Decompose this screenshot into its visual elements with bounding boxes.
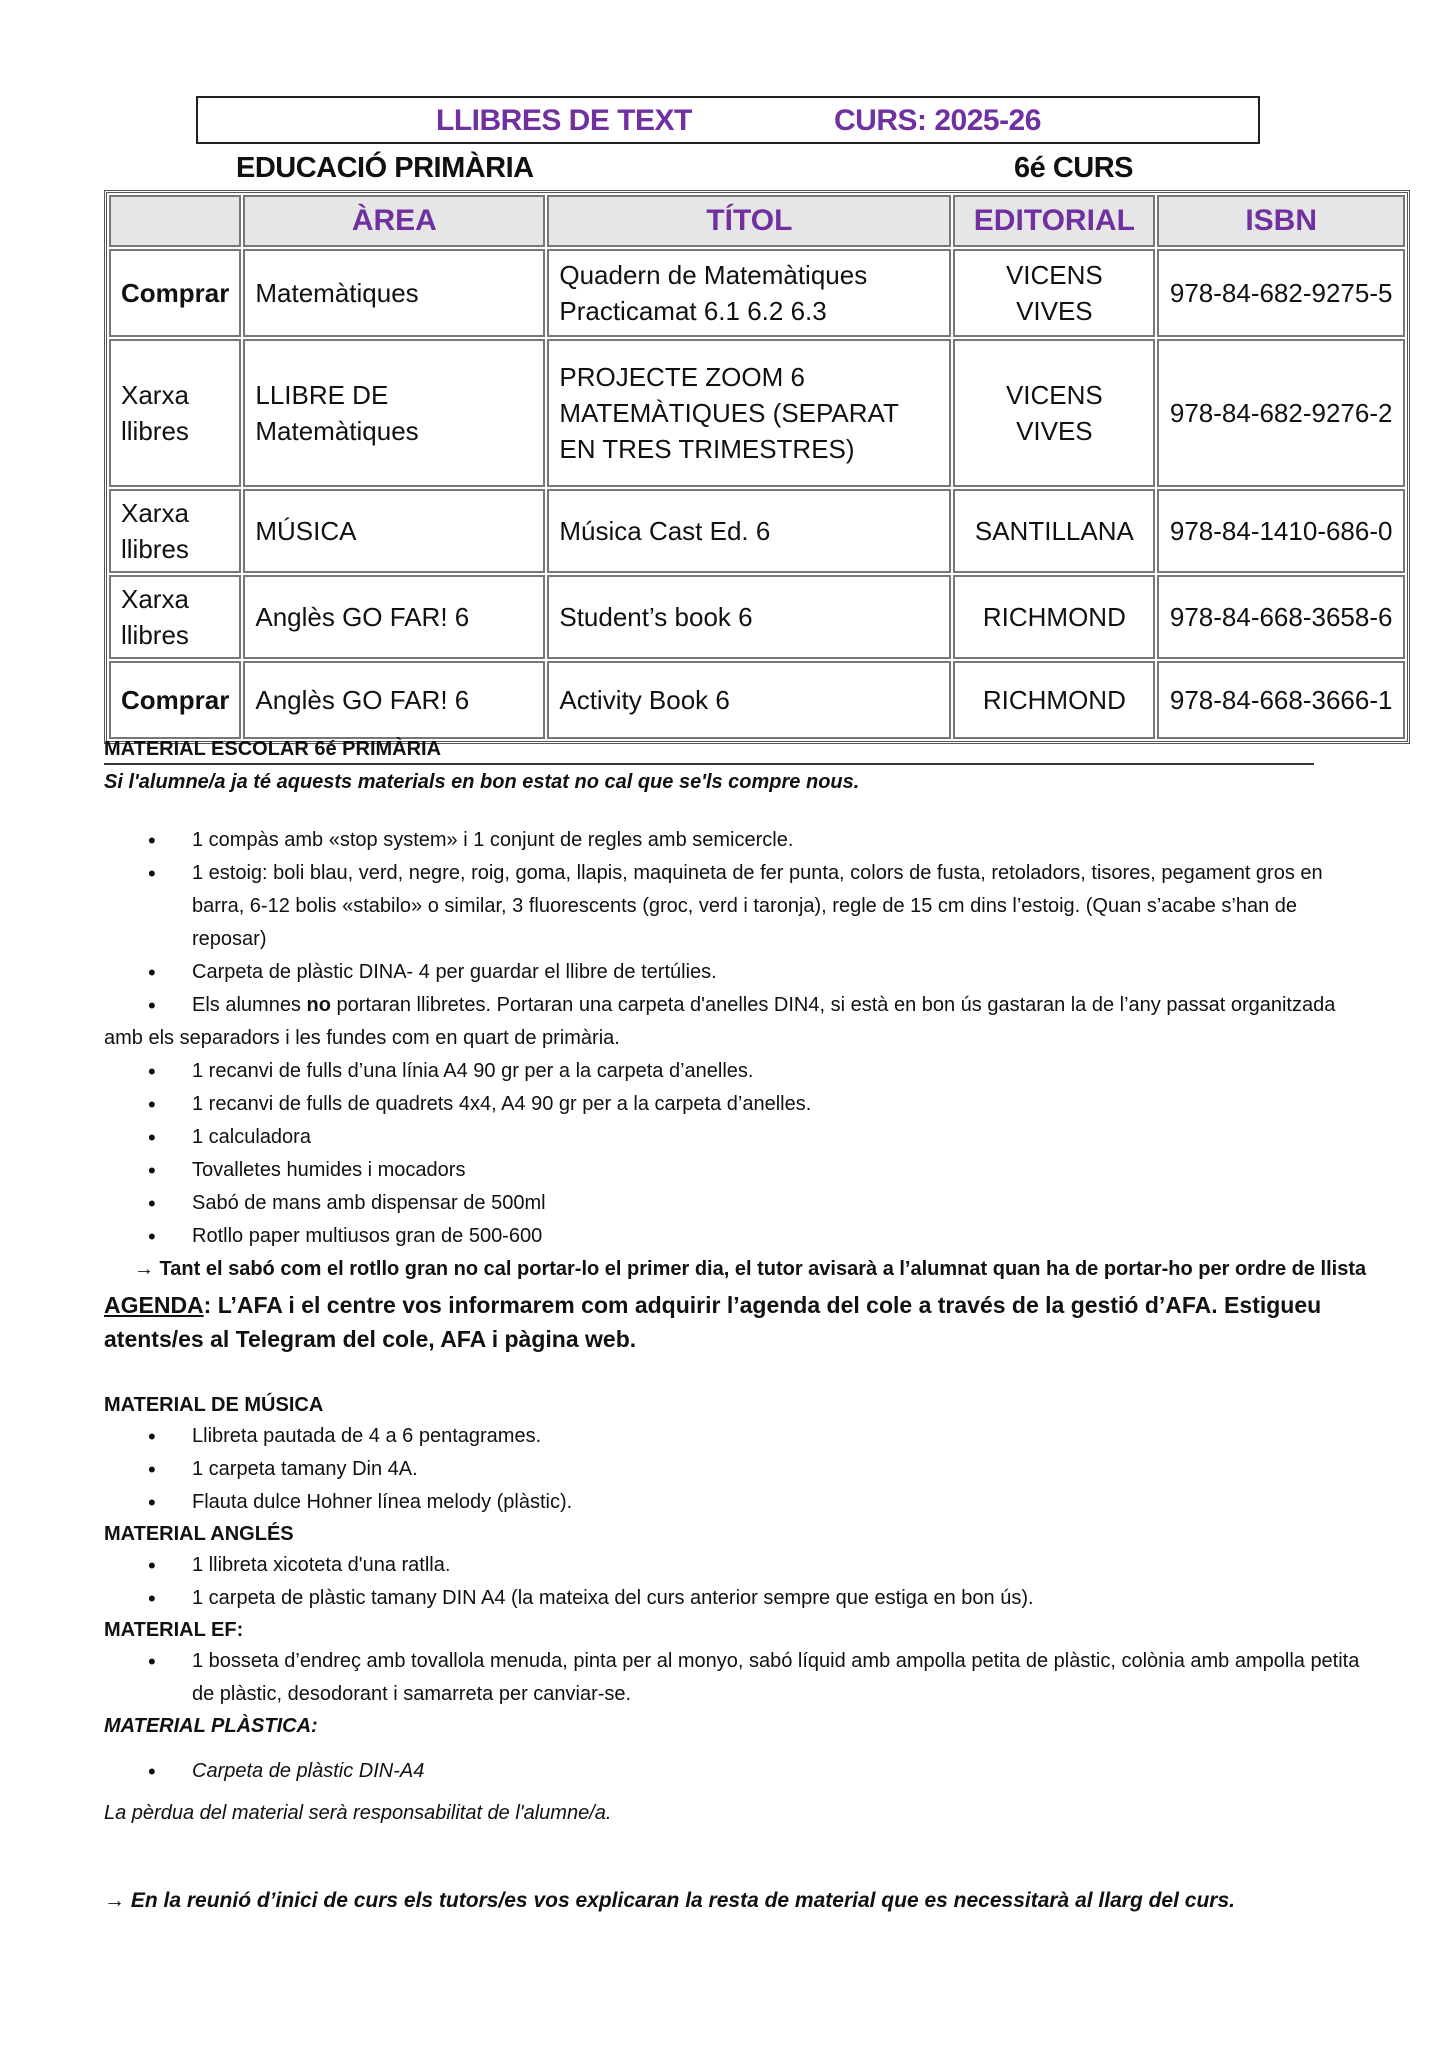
list-item: • 1 bosseta d’endreç amb tovallola menuda, pinta per al monyo, sabó líquid amb ampolla petita de plàstic, colònia amb ampolla petita de plàstic, desodorant i samarreta per canviar-se.	[104, 1645, 1368, 1711]
bullet-icon: •	[148, 1158, 156, 1183]
cell-area: Anglès GO FAR! 6	[243, 661, 545, 739]
cell-status: Xarxa llibres	[109, 575, 241, 659]
cell-area: LLIBRE DE Matemàtiques	[243, 339, 545, 487]
table-row	[109, 339, 1405, 487]
list-item: • Els alumnes no portaran llibretes. Portaran una carpeta d'anelles DIN4, si està en bon ús gastaran la de l’any passat organitzada amb els separadors i les fundes com en quart de primària.	[104, 989, 1368, 1055]
title-box	[196, 96, 1260, 144]
agenda-label: AGENDA	[104, 1292, 204, 1318]
art-heading: MATERIAL PLÀSTICA:	[104, 1715, 318, 1737]
cell-editorial: SANTILLANA	[953, 489, 1155, 573]
education-level: EDUCACIÓ PRIMÀRIA	[236, 152, 534, 184]
bullet-icon: •	[148, 1059, 156, 1084]
list-item: • 1 carpeta tamany Din 4A.	[104, 1453, 1368, 1486]
bullet-icon: •	[148, 1424, 156, 1449]
bullet-icon: •	[148, 960, 156, 985]
cell-title: Student’s book 6	[547, 575, 951, 659]
list-item: • 1 estoig: boli blau, verd, negre, roig, goma, llapis, maquineta de fer punta, colors de fusta, retoladors, tisores, pegament gros en barra, 6-12 bolis «stabilo» o similar, 3 fluorescents (groc, verd i taronja), regle de 15 cm dins l’estoig. (Quan s’acabe s’han de reposar)	[104, 857, 1368, 956]
material-escolar-intro: Si l'alumne/a ja té aquests materials en bon estat no cal que se'ls compre nous.	[104, 771, 860, 793]
cell-area: Anglès GO FAR! 6	[243, 575, 545, 659]
cell-editorial: VICENS VIVES	[953, 339, 1155, 487]
title-textbooks: LLIBRES DE TEXT	[436, 104, 692, 137]
table-row	[109, 575, 1405, 659]
cell-isbn: 978-84-668-3666-1	[1157, 661, 1405, 739]
course-grade: 6é CURS	[1014, 152, 1133, 184]
cell-isbn: 978-84-682-9275-5	[1157, 249, 1405, 337]
cell-area: MÚSICA	[243, 489, 545, 573]
material-escolar-list	[104, 824, 1368, 1253]
soap-roll-note: → Tant el sabó com el rotllo gran no cal portar-lo el primer dia, el tutor avisarà a l’alumnat quan ha de portar-ho per ordre de llista	[134, 1258, 1367, 1280]
cell-editorial: RICHMOND	[953, 661, 1155, 739]
list-item: • 1 carpeta de plàstic tamany DIN A4 (la mateixa del curs anterior sempre que estiga en bon ús).	[104, 1582, 1368, 1615]
textbooks-table	[104, 190, 1410, 744]
table-row	[109, 249, 1405, 337]
cell-status: Xarxa llibres	[109, 339, 241, 487]
agenda-note: AGENDA: L’AFA i el centre vos informarem com adquirir l’agenda del cole a través de la gestió d’AFA. Estigueu atents/es al Telegram del cole, AFA i pàgina web.	[104, 1292, 1322, 1352]
list-item: • Carpeta de plàstic DINA- 4 per guardar el llibre de tertúlies.	[104, 956, 1368, 989]
cell-title: Quadern de Matemàtiques Practicamat 6.1 6.2 6.3	[547, 249, 951, 337]
list-item: • 1 recanvi de fulls d’una línia A4 90 gr per a la carpeta d’anelles.	[104, 1055, 1368, 1088]
bullet-icon: •	[148, 1125, 156, 1150]
table-row	[109, 489, 1405, 573]
cell-status: Comprar	[109, 249, 241, 337]
bullet-icon: •	[148, 1553, 156, 1578]
bullet-icon: •	[148, 1191, 156, 1216]
col-header-title: TÍTOL	[547, 195, 951, 247]
bullet-icon: •	[148, 828, 156, 853]
list-item: • Rotllo paper multiusos gran de 500-600	[104, 1220, 1368, 1253]
english-heading: MATERIAL ANGLÉS	[104, 1523, 294, 1545]
bullet-icon: •	[148, 1586, 156, 1611]
material-escolar-section	[104, 738, 1368, 1913]
material-escolar-heading: MATERIAL ESCOLAR 6é PRIMÀRIA	[104, 738, 1314, 765]
col-header-isbn: ISBN	[1157, 195, 1405, 247]
bullet-icon: •	[148, 1457, 156, 1482]
list-item: • 1 llibreta xicoteta d'una ratlla.	[104, 1549, 1368, 1582]
cell-status: Comprar	[109, 661, 241, 739]
music-heading: MATERIAL DE MÚSICA	[104, 1394, 324, 1416]
list-item: • Tovalletes humides i mocadors	[104, 1154, 1368, 1187]
cell-title: Música Cast Ed. 6	[547, 489, 951, 573]
list-item: • Sabó de mans amb dispensar de 500ml	[104, 1187, 1368, 1220]
art-list	[104, 1755, 1368, 1788]
table-header-row	[109, 195, 1405, 247]
bullet-icon: •	[148, 1092, 156, 1117]
bullet-icon: •	[148, 1759, 156, 1784]
cell-title: Activity Book 6	[547, 661, 951, 739]
col-header-status	[109, 195, 241, 247]
list-item: • Llibreta pautada de 4 a 6 pentagrames.	[104, 1420, 1368, 1453]
pe-list	[104, 1645, 1368, 1711]
cell-editorial: RICHMOND	[953, 575, 1155, 659]
col-header-editorial: EDITORIAL	[953, 195, 1155, 247]
table-row	[109, 661, 1405, 739]
bullet-icon: •	[148, 1490, 156, 1515]
responsibility-note: La pèrdua del material serà responsabilitat de l'alumne/a.	[104, 1802, 612, 1824]
bullet-icon: •	[148, 993, 156, 1018]
list-item: • 1 compàs amb «stop system» i 1 conjunt de regles amb semicercle.	[104, 824, 1368, 857]
cell-isbn: 978-84-668-3658-6	[1157, 575, 1405, 659]
title-course-year: CURS: 2025-26	[834, 104, 1041, 137]
cell-editorial: VICENS VIVES	[953, 249, 1155, 337]
cell-isbn: 978-84-1410-686-0	[1157, 489, 1405, 573]
bullet-icon: •	[148, 861, 156, 886]
bullet-icon: •	[148, 1649, 156, 1674]
cell-area: Matemàtiques	[243, 249, 545, 337]
cell-isbn: 978-84-682-9276-2	[1157, 339, 1405, 487]
bullet-icon: •	[148, 1224, 156, 1249]
list-item: • 1 calculadora	[104, 1121, 1368, 1154]
music-list	[104, 1420, 1368, 1519]
english-list	[104, 1549, 1368, 1615]
list-item: • 1 recanvi de fulls de quadrets 4x4, A4 90 gr per a la carpeta d’anelles.	[104, 1088, 1368, 1121]
list-item: • Carpeta de plàstic DIN-A4	[104, 1755, 1368, 1788]
col-header-area: ÀREA	[243, 195, 545, 247]
final-note: → En la reunió d’inici de curs els tutors/es vos explicaran la resta de material que es necessitarà al llarg del curs.	[104, 1889, 1235, 1912]
pe-heading: MATERIAL EF:	[104, 1619, 244, 1641]
list-item: • Flauta dulce Hohner línea melody (plàstic).	[104, 1486, 1368, 1519]
cell-status: Xarxa llibres	[109, 489, 241, 573]
cell-title: PROJECTE ZOOM 6 MATEMÀTIQUES (SEPARAT EN TRES TRIMESTRES)	[547, 339, 951, 487]
